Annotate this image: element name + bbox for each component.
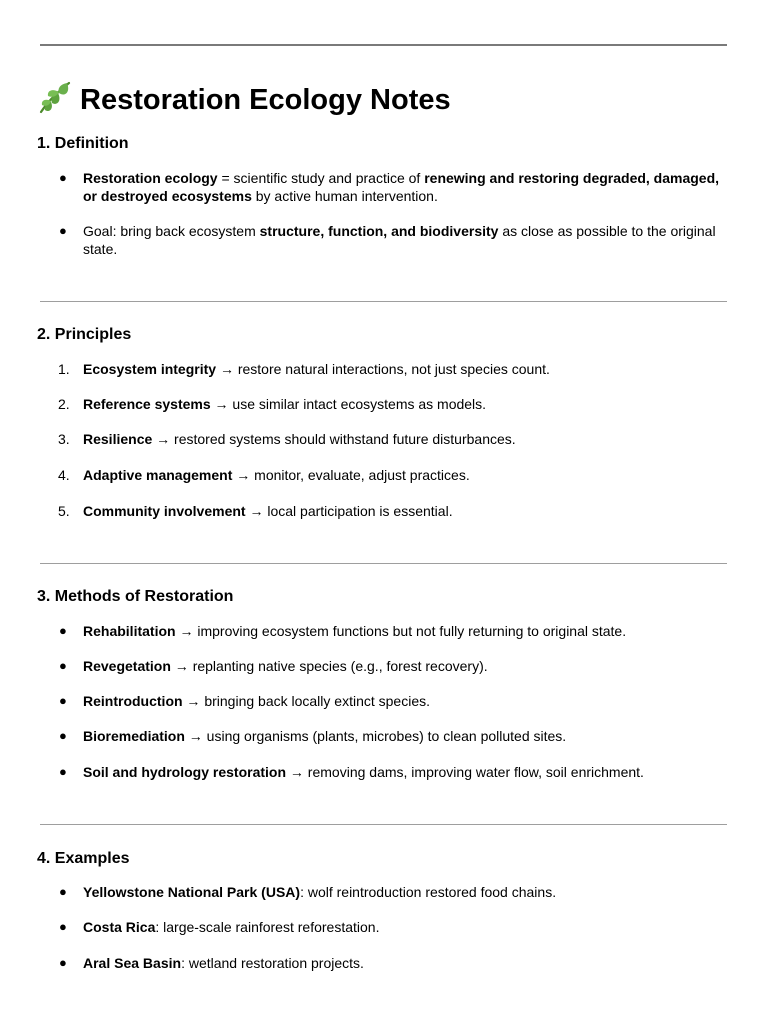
item-term: Reintroduction [83,693,183,709]
item-text: : wolf reintroduction restored food chains. [300,884,557,900]
item-number: 5. [58,503,70,519]
item-term: Revegetation [83,658,171,674]
item-number: 4. [58,467,70,483]
item-term: Restoration ecology [83,170,218,186]
item-text: → use similar intact ecosystems as models. [210,396,487,412]
item-text: → local participation is essential. [245,503,453,519]
section-heading-definition: 1. Definition [37,135,129,152]
item-text: as close as possible to the original state. [83,223,716,257]
list-item [59,622,731,640]
item-term: Aral Sea Basin [83,955,182,971]
list-item [59,918,731,936]
list-item [59,883,731,901]
item-text: → bringing back locally extinct species. [182,693,430,709]
section-heading-examples: 4. Examples [37,850,130,867]
item-term: Yellowstone National Park (USA) [83,884,301,900]
item-term: Soil and hydrology restoration [83,764,287,780]
leaf-icon [37,79,73,115]
item-text: → restore natural interactions, not just species count. [216,361,550,377]
list-item [59,954,731,972]
item-text: → using organisms (plants, microbes) to clean polluted sites. [184,728,567,744]
numbered-item [58,502,731,520]
item-term: Bioremediation [83,728,185,744]
item-number: 1. [58,361,70,377]
item-text: → restored systems should withstand future disturbances. [152,431,516,447]
bullet-icon: ● [59,764,67,779]
list-item [59,727,731,745]
item-text: = scientific study and practice of [217,170,425,186]
section-divider [40,824,727,825]
numbered-item [58,466,731,484]
list-item [59,692,731,710]
item-term: Ecosystem integrity [83,361,217,377]
item-number: 2. [58,396,70,412]
item-text: → monitor, evaluate, adjust practices. [232,467,470,483]
item-term: Reference systems [83,396,211,412]
section-heading-methods: 3. Methods of Restoration [37,588,234,605]
item-text: → improving ecosystem functions but not fully returning to original state. [175,623,627,639]
item-term: Resilience [83,431,153,447]
item-text: Goal: bring back ecosystem [83,223,260,239]
item-emphasis: renewing and restoring degraded, damaged, or destroyed ecosystems [83,170,720,204]
bullet-icon: ● [59,884,67,899]
bullet-icon: ● [59,693,67,708]
bullet-icon: ● [59,728,67,743]
list-item [59,169,731,205]
page-title-text: Restoration Ecology Notes [80,84,451,116]
item-number: 3. [58,431,70,447]
list-item [59,657,731,675]
numbered-item [58,360,731,378]
item-text: → removing dams, improving water flow, soil enrichment. [286,764,644,780]
bullet-icon: ● [59,223,67,238]
list-item [59,763,731,781]
bullet-icon: ● [59,623,67,638]
section-heading-principles: 2. Principles [37,326,132,343]
section-divider [40,563,727,564]
item-text: → replanting native species (e.g., forest recovery). [170,658,488,674]
item-term: Costa Rica [83,919,156,935]
item-term: Adaptive management [83,467,233,483]
item-text: by active human intervention. [251,188,438,204]
list-item [59,222,731,258]
numbered-item [58,395,731,413]
page-title [37,79,451,119]
item-term: Community involvement [83,503,246,519]
bullet-icon: ● [59,170,67,185]
bullet-icon: ● [59,919,67,934]
numbered-item [58,430,731,448]
section-divider [40,301,727,302]
item-text: : wetland restoration projects. [181,955,364,971]
item-term: Rehabilitation [83,623,176,639]
item-emphasis: structure, function, and biodiversity [259,223,499,239]
item-text: : large-scale rainforest reforestation. [155,919,380,935]
bullet-icon: ● [59,658,67,673]
bullet-icon: ● [59,955,67,970]
top-divider [40,44,727,46]
